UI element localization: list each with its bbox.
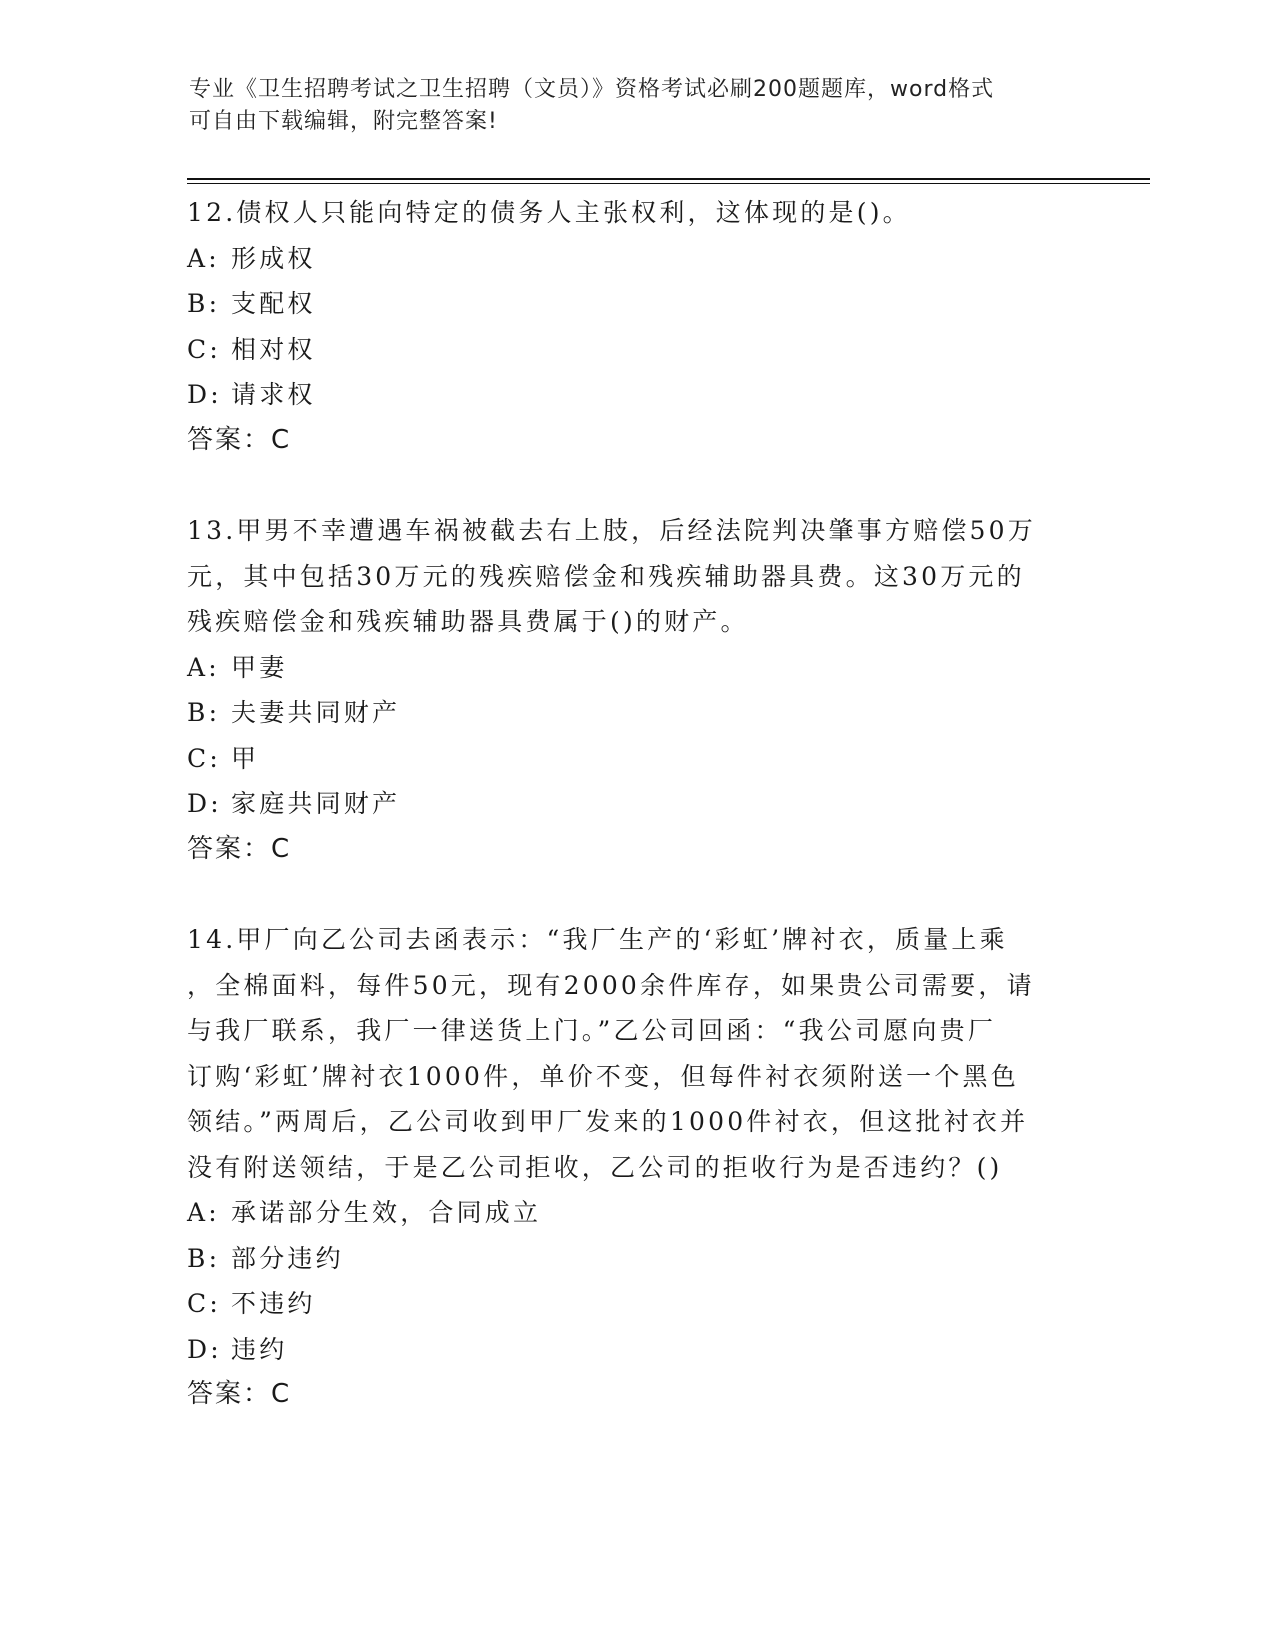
option-text: 相对权 [231, 334, 316, 364]
question-stem-line: 13.甲男不幸遭遇车祸被截去右上肢，后经法院判决肇事方赔偿50万 [187, 516, 1036, 545]
option-text: 家庭共同财产 [231, 789, 401, 818]
question-14 [187, 917, 1087, 1418]
option-key: B: [187, 289, 221, 318]
option-key: C: [187, 1289, 221, 1318]
header-title-line-2: 可自由下载编辑，附完整答案! [189, 109, 498, 134]
option-text: 甲妻 [231, 652, 288, 682]
question-list [187, 190, 1087, 1418]
question-stem-line: 与我厂联系，我厂一律送货上门。”乙公司回函：“我公司愿向贵厂 [187, 1016, 997, 1045]
question-stem-line: 元，其中包括30万元的残疾赔偿金和残疾辅助器具费。这30万元的 [187, 561, 1025, 591]
option-key: D: [187, 1334, 222, 1364]
header-divider-thick [187, 178, 1150, 180]
question-stem-line: 订购‘彩虹’牌衬衣1000件，单价不变，但每件衬衣须附送一个黑色 [187, 1061, 1019, 1091]
option-text: 违约 [231, 1334, 288, 1364]
question-stem [187, 190, 1087, 236]
option-key: D: [187, 380, 222, 409]
option-b [187, 690, 1087, 736]
option-key: C: [187, 743, 221, 773]
option-d [187, 1327, 1087, 1373]
option-c [187, 1281, 1087, 1327]
question-stem [187, 508, 1087, 645]
option-c [187, 736, 1087, 782]
option-text: 夫妻共同财产 [231, 698, 401, 727]
question-spacer [187, 463, 1087, 508]
question-12 [187, 190, 1087, 463]
option-text: 不违约 [231, 1289, 316, 1318]
option-d [187, 781, 1087, 827]
answer-line: 答案：C [187, 424, 292, 455]
option-key: C: [187, 334, 221, 364]
question-stem-line: 没有附送领结，于是乙公司拒收，乙公司的拒收行为是否违约？() [187, 1152, 1003, 1182]
question-spacer [187, 872, 1087, 917]
answer-line: 答案：C [187, 833, 292, 864]
option-key: A: [187, 652, 220, 682]
option-b [187, 1236, 1087, 1282]
option-text: 支配权 [231, 289, 316, 318]
question-stem-line: 领结。”两周后，乙公司收到甲厂发来的1000件衬衣，但这批衬衣并 [187, 1107, 1029, 1136]
question-stem-line: 残疾赔偿金和残疾辅助器具费属于()的财产。 [187, 607, 749, 636]
option-key: A: [187, 243, 220, 273]
option-a [187, 236, 1087, 282]
document-header [189, 74, 1069, 138]
option-b [187, 281, 1087, 327]
option-text: 请求权 [231, 380, 316, 409]
question-stem-line: ，全棉面料，每件50元，现有2000余件库存，如果贵公司需要，请 [187, 970, 1035, 1000]
option-text: 形成权 [231, 243, 316, 273]
question-stem-line: 14.甲厂向乙公司去函表示：“我厂生产的‘彩虹’牌衬衣，质量上乘 [187, 925, 1008, 954]
option-text: 承诺部分生效，合同成立 [231, 1198, 542, 1227]
option-key: B: [187, 698, 221, 727]
header-divider-thin [187, 183, 1150, 184]
option-a [187, 645, 1087, 691]
option-a [187, 1190, 1087, 1236]
answer-line: 答案：C [187, 1379, 292, 1409]
question-stem-line: 12.债权人只能向特定的债务人主张权利，这体现的是()。 [187, 198, 911, 227]
question-13 [187, 508, 1087, 872]
option-key: B: [187, 1243, 221, 1273]
option-key: A: [187, 1198, 220, 1227]
header-title-line-1: 专业《卫生招聘考试之卫生招聘（文员）》资格考试必刷200题题库，word格式 [189, 77, 995, 102]
option-key: D: [187, 789, 222, 818]
option-text: 部分违约 [231, 1243, 344, 1273]
option-text: 甲 [231, 743, 260, 773]
option-c [187, 327, 1087, 373]
option-d [187, 372, 1087, 418]
question-stem [187, 917, 1087, 1190]
